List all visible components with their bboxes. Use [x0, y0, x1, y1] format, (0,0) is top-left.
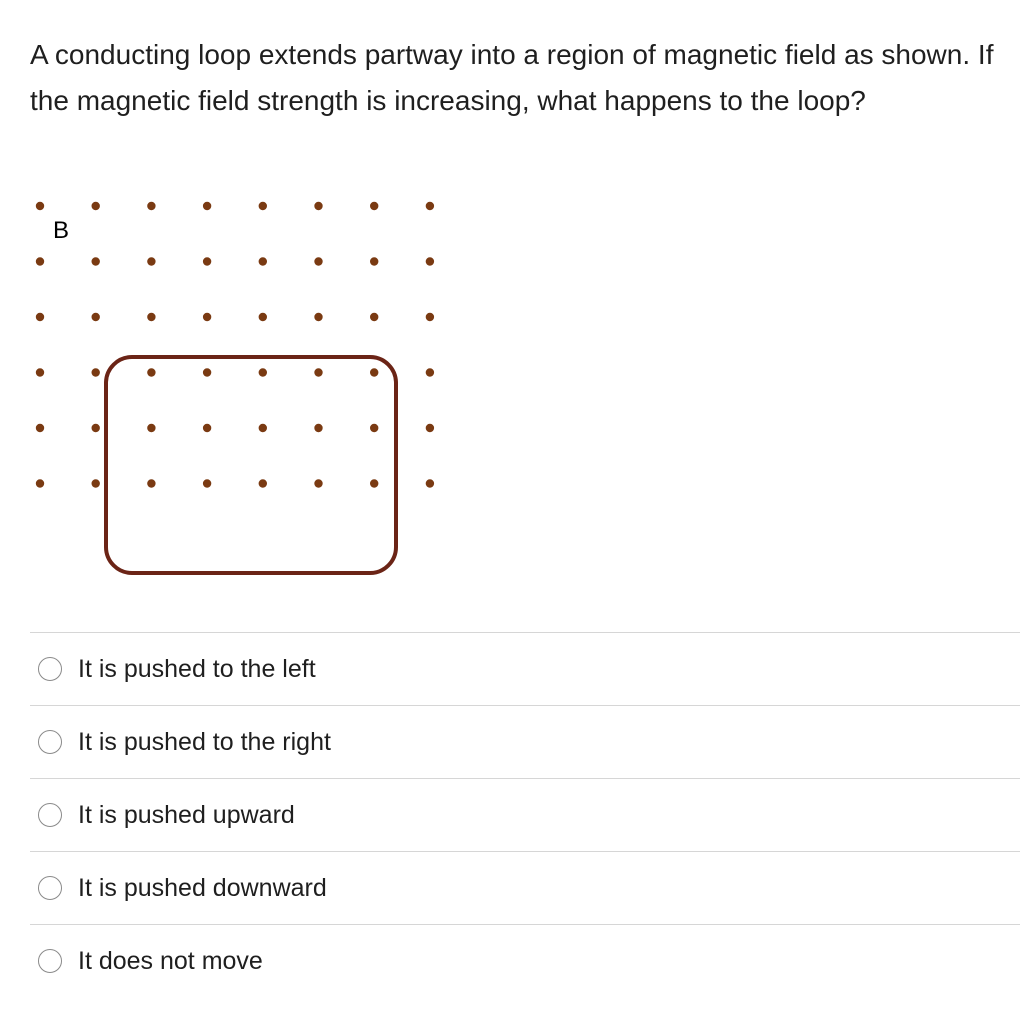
- radio-button[interactable]: [38, 730, 62, 754]
- field-dot: [36, 368, 44, 376]
- field-dot: [36, 257, 44, 265]
- field-dot: [426, 257, 434, 265]
- option-does-not-move[interactable]: [30, 924, 1020, 997]
- field-dot: [370, 257, 378, 265]
- field-dot: [147, 313, 155, 321]
- option-label: It does not move: [78, 946, 263, 975]
- field-dot: [92, 479, 100, 487]
- field-dot: [36, 313, 44, 321]
- option-pushed-upward[interactable]: [30, 778, 1020, 851]
- field-dot: [203, 313, 211, 321]
- field-dot: [36, 202, 44, 210]
- field-dot: [426, 313, 434, 321]
- radio-button[interactable]: [38, 876, 62, 900]
- field-dot: [147, 479, 155, 487]
- option-pushed-right[interactable]: [30, 705, 1020, 778]
- field-dot: [314, 257, 322, 265]
- field-dot: [370, 313, 378, 321]
- field-dot: [370, 424, 378, 432]
- conducting-loop: [106, 357, 396, 573]
- field-dot: [203, 368, 211, 376]
- field-dot: [370, 368, 378, 376]
- field-dot: [259, 368, 267, 376]
- field-dot: [426, 202, 434, 210]
- field-dot: [92, 313, 100, 321]
- field-dot: [203, 424, 211, 432]
- field-dot: [92, 368, 100, 376]
- radio-button[interactable]: [38, 803, 62, 827]
- field-dot: [92, 424, 100, 432]
- field-dot: [259, 424, 267, 432]
- field-dot: [370, 202, 378, 210]
- field-dots: [36, 202, 434, 488]
- field-dot: [147, 202, 155, 210]
- field-dot: [147, 368, 155, 376]
- option-pushed-left[interactable]: [30, 632, 1020, 705]
- question-text: A conducting loop extends partway into a region of magnetic field as shown. If the magnetic field strength is increasing, what happens to the loop?: [30, 39, 994, 116]
- field-dot: [36, 424, 44, 432]
- magnetic-field-diagram: [0, 180, 480, 600]
- field-dot: [259, 479, 267, 487]
- field-dot: [426, 479, 434, 487]
- radio-button[interactable]: [38, 949, 62, 973]
- option-label: It is pushed to the left: [78, 654, 316, 683]
- field-dot: [259, 257, 267, 265]
- field-dot: [259, 202, 267, 210]
- field-dot: [426, 424, 434, 432]
- field-dot: [426, 368, 434, 376]
- option-label: It is pushed to the right: [78, 727, 331, 756]
- field-dot: [259, 313, 267, 321]
- option-label: It is pushed upward: [78, 800, 295, 829]
- field-dot: [314, 368, 322, 376]
- field-label-b: B: [53, 217, 70, 244]
- field-dot: [92, 257, 100, 265]
- field-dot: [314, 479, 322, 487]
- radio-button[interactable]: [38, 657, 62, 681]
- option-label: It is pushed downward: [78, 873, 327, 902]
- field-dot: [36, 479, 44, 487]
- field-dot: [203, 202, 211, 210]
- field-dot: [370, 479, 378, 487]
- field-dot: [147, 257, 155, 265]
- answer-options: [30, 632, 1020, 997]
- field-dot: [92, 202, 100, 210]
- field-dot: [147, 424, 155, 432]
- field-dot: [314, 424, 322, 432]
- field-dot: [203, 257, 211, 265]
- field-dot: [203, 479, 211, 487]
- field-dot: [314, 202, 322, 210]
- option-pushed-downward[interactable]: [30, 851, 1020, 924]
- magnetic-field-figure: [0, 180, 480, 600]
- field-dot: [314, 313, 322, 321]
